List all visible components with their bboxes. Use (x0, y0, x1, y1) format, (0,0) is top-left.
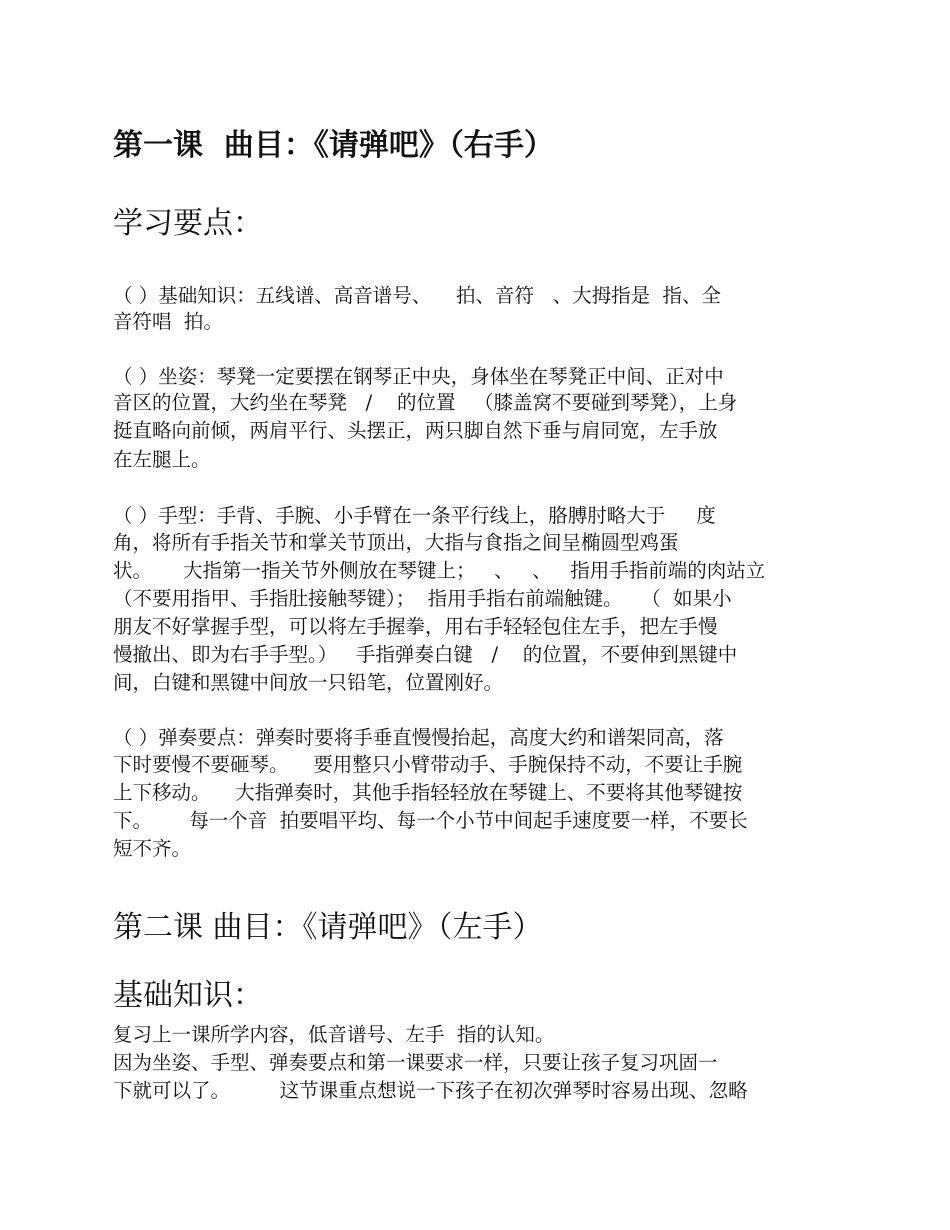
lesson2-p1-line-3: 下就可以了。 这节课重点想说一下孩子在初次弹琴时容易出现、忽略 (113, 1079, 748, 1102)
lesson1-p3-line-1: （ ）手型：手背、手腕、小手臂在一条平行线上，胳膊肘略大于 度 (113, 504, 716, 527)
lesson1-p2-line-4: 在左腿上。 (113, 448, 211, 471)
lesson1-p3-line-6: 慢撤出、即为右手手型。） 手指弹奏白键 / 的位置，不要伸到黑键中 (113, 643, 738, 666)
lesson1-p2-line-3: 挺直略向前倾，两肩平行、头摆正，两只脚自然下垂与肩同宽，左手放 (113, 419, 718, 442)
lesson1-p4-line-3: 上下移动。 大指弹奏时，其他手指轻轻放在琴键上、不要将其他琴键按 (113, 781, 743, 804)
lesson1-p3-line-7: 间，白键和黑键中间放一只铅笔，位置刚好。 (113, 671, 504, 694)
lesson2-title: 第二课 曲目：《请弹吧》（左手） (113, 910, 543, 945)
lesson1-p4-line-4: 下。 每一个音 拍要唱平均、每一个小节中间起手速度要一样，不要长 (113, 809, 748, 832)
lesson1-p1-line-2: 音符唱 拍。 (113, 310, 223, 333)
lesson1-p4-line-1: （ ）弹奏要点：弹奏时要将手垂直慢慢抬起，高度大约和谱架同高，落 (113, 726, 724, 749)
lesson1-key-points-heading: 学习要点： (113, 206, 263, 241)
lesson1-p3-line-3: 状。 大指第一指关节外侧放在琴键上； 、 、 指用手指前端的肉站立 (113, 559, 766, 582)
lesson2-basics-heading: 基础知识： (113, 978, 263, 1013)
lesson1-title: 第一课 曲目：《请弹吧》（右手） (113, 128, 554, 163)
lesson1-p3-line-4: （不要用指甲、手指肚接触琴键）； 指用手指右前端触键。 （ 如果小 (113, 587, 732, 610)
lesson1-p4-line-2: 下时要慢不要砸琴。 要用整只小臂带动手、手腕保持不动，不要让手腕 (113, 753, 743, 776)
lesson1-p3-line-2: 角，将所有手指关节和掌关节顶出，大指与食指之间呈椭圆型鸡蛋 (113, 531, 679, 554)
lesson2-p1-line-1: 复习上一课所学内容，低音谱号、左手 指的认知。 (113, 1023, 555, 1046)
lesson1-p4-line-5: 短不齐。 (113, 837, 192, 860)
lesson2-p1-line-2: 因为坐姿、手型、弹奏要点和第一课要求一样，只要让孩子复习巩固一 (113, 1051, 718, 1074)
lesson1-p2-line-1: （ ）坐姿：琴凳一定要摆在钢琴正中央，身体坐在琴凳正中间、正对中 (113, 365, 724, 388)
lesson1-p2-line-2: 音区的位置，大约坐在琴凳 / 的位置 （膝盖窝不要碰到琴凳），上身 (113, 391, 738, 414)
lesson1-p3-line-5: 朋友不好掌握手型，可以将左手握拳，用右手轻轻包住左手，把左手慢 (113, 615, 718, 638)
lesson1-p1-line-1: （ ）基础知识：五线谱、高音谱号、 拍、音符 、大拇指是 指、全 (113, 284, 721, 307)
